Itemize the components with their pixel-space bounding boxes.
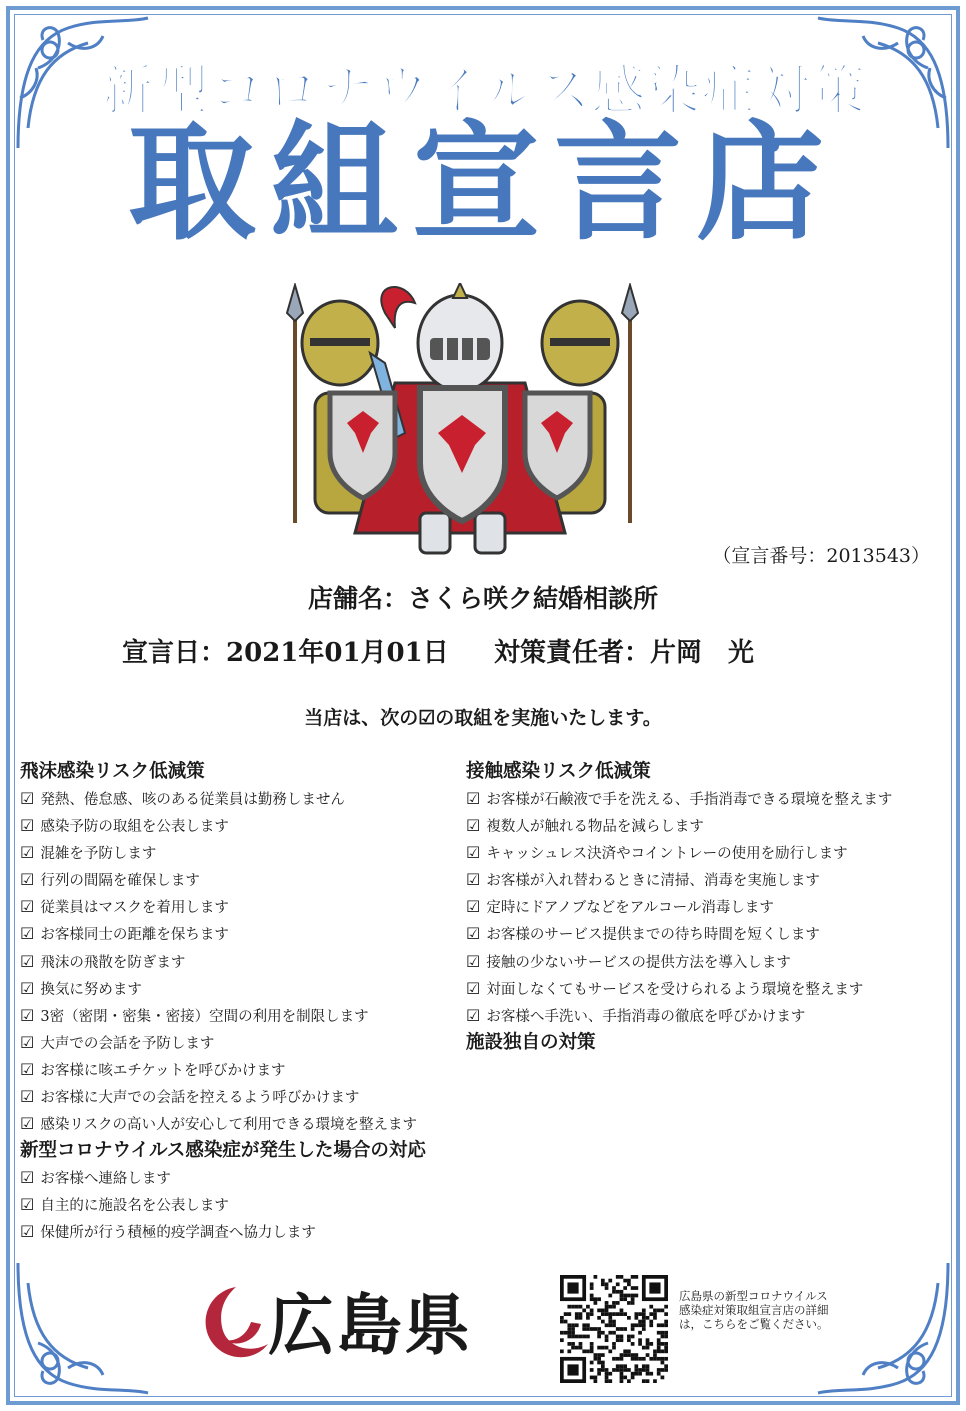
droplet-measures-list bbox=[20, 785, 460, 1137]
measure-item bbox=[20, 839, 460, 866]
checkbox-checked-icon: ☑ bbox=[466, 924, 481, 944]
measure-text: キャッシュレス決済やコイントレーの使用を励行します bbox=[486, 846, 848, 863]
measure-text: 定時にドアノブなどをアルコール消毒します bbox=[486, 900, 774, 917]
measure-item bbox=[20, 893, 460, 920]
responsible-label: 対策責任者： bbox=[494, 638, 651, 668]
checkbox-checked-icon: ☑ bbox=[466, 951, 481, 971]
checkbox-checked-icon: ☑ bbox=[20, 816, 35, 836]
measure-item bbox=[20, 785, 460, 812]
qr-caption: 広島県の新型コロナウイルス感染症対策取組宣言店の詳細は，こちらをご覧ください。 bbox=[679, 1289, 829, 1331]
contact-measures-list bbox=[466, 785, 946, 1029]
measure-item bbox=[20, 1164, 460, 1191]
measure-item bbox=[20, 812, 460, 839]
checkbox-checked-icon: ☑ bbox=[20, 1168, 35, 1188]
outbreak-response-list bbox=[20, 1164, 460, 1245]
measure-text: お客様のサービス提供までの待ち時間を短くします bbox=[486, 927, 820, 944]
measure-item bbox=[20, 1083, 460, 1110]
measure-text: 大声での会話を予防します bbox=[40, 1035, 215, 1052]
measure-item bbox=[20, 920, 460, 947]
measure-text: 3密（密閉・密集・密接）空間の利用を制限します bbox=[40, 1008, 369, 1025]
measure-item bbox=[20, 1029, 460, 1056]
measure-item bbox=[466, 893, 946, 920]
measure-item bbox=[466, 975, 946, 1002]
poster-title-line2: 取組宣言店 bbox=[127, 108, 838, 258]
checkbox-checked-icon: ☑ bbox=[466, 1005, 481, 1025]
declaration-date-line bbox=[122, 632, 449, 669]
checkbox-checked-icon: ☑ bbox=[20, 951, 35, 971]
left-measures-column bbox=[20, 758, 460, 1246]
measure-text: お客様に大声での会話を控えるよう呼びかけます bbox=[40, 1090, 360, 1107]
measure-text: 感染予防の取組を公表します bbox=[40, 819, 229, 836]
measure-item bbox=[20, 1002, 460, 1029]
measure-text: お客様同士の距離を保ちます bbox=[40, 927, 229, 944]
measure-item bbox=[466, 866, 946, 893]
measure-text: 従業員はマスクを着用します bbox=[40, 900, 229, 917]
checkbox-checked-icon: ☑ bbox=[466, 843, 481, 863]
responsible-name: 片岡 光 bbox=[650, 638, 755, 668]
outbreak-response-heading: 新型コロナウイルス感染症が発生した場合の対応 bbox=[20, 1140, 426, 1162]
checkbox-checked-icon: ☑ bbox=[466, 978, 481, 998]
checkbox-checked-icon: ☑ bbox=[20, 789, 35, 808]
measure-item bbox=[466, 1002, 946, 1029]
measure-text: 飛沫の飛散を防ぎます bbox=[40, 954, 186, 971]
declaration-date-label: 宣言日： bbox=[122, 638, 227, 668]
measure-item bbox=[466, 948, 946, 975]
measure-item bbox=[20, 1110, 460, 1137]
qr-code[interactable] bbox=[560, 1275, 668, 1383]
measure-item bbox=[466, 839, 946, 866]
measure-text: お客様に咳エチケットを呼びかけます bbox=[40, 1062, 286, 1079]
measure-item bbox=[20, 1218, 460, 1245]
intro-statement: 当店は、次の☑の取組を実施いたします。 bbox=[304, 707, 662, 729]
checkbox-checked-icon: ☑ bbox=[20, 843, 35, 863]
measure-text: お客様が石鹸液で手を洗える、手指消毒できる環境を整えます bbox=[486, 792, 893, 808]
measure-text: 複数人が触れる物品を減らします bbox=[486, 819, 704, 836]
measure-text: 接触の少ないサービスの提供方法を導入します bbox=[486, 954, 791, 971]
checkbox-checked-icon: ☑ bbox=[20, 1114, 35, 1134]
responsible-person-line bbox=[494, 632, 754, 669]
knights-illustration bbox=[275, 283, 645, 563]
checkbox-checked-icon: ☑ bbox=[20, 870, 35, 890]
measure-text: 対面しなくてもサービスを受けられるよう環境を整えます bbox=[486, 981, 864, 998]
measure-text: 換気に努めます bbox=[40, 981, 142, 998]
checkbox-checked-icon: ☑ bbox=[20, 1087, 35, 1107]
checkbox-checked-icon: ☑ bbox=[20, 1005, 35, 1025]
checkbox-checked-icon: ☑ bbox=[20, 978, 35, 998]
store-label: 店舗名： bbox=[307, 584, 408, 613]
declaration-number: （宣言番号：2013543） bbox=[712, 545, 930, 567]
measure-item bbox=[466, 785, 946, 812]
store-line bbox=[0, 579, 966, 615]
measure-text: 自主的に施設名を公表します bbox=[40, 1198, 229, 1215]
measure-text: お客様が入れ替わるときに清掃、消毒を実施します bbox=[486, 873, 820, 890]
measure-text: 感染リスクの高い人が安心して利用できる環境を整えます bbox=[40, 1117, 418, 1134]
poster-title-line1: 新型コロナウイルス感染症対策 bbox=[99, 58, 867, 122]
measure-item bbox=[20, 1191, 460, 1218]
checkbox-checked-icon: ☑ bbox=[466, 816, 481, 836]
measure-item bbox=[20, 975, 460, 1002]
measure-item bbox=[466, 920, 946, 947]
measure-item bbox=[466, 812, 946, 839]
measure-text: 行列の間隔を確保します bbox=[40, 873, 200, 890]
measure-text: 発熱、倦怠感、咳のある従業員は勤務しません bbox=[40, 792, 345, 808]
prefecture-name: 広島県 bbox=[268, 1286, 472, 1364]
contact-measures-heading: 接触感染リスク低減策 bbox=[466, 761, 651, 782]
checkbox-checked-icon: ☑ bbox=[466, 870, 481, 890]
store-name: さくら咲ク結婚相談所 bbox=[408, 584, 659, 613]
checkbox-checked-icon: ☑ bbox=[20, 1195, 35, 1215]
measure-item bbox=[20, 1056, 460, 1083]
checkbox-checked-icon: ☑ bbox=[466, 897, 481, 917]
corner-ornament-bottom-left bbox=[8, 1253, 158, 1403]
measure-item bbox=[20, 866, 460, 893]
checkbox-checked-icon: ☑ bbox=[20, 897, 35, 917]
checkbox-checked-icon: ☑ bbox=[466, 789, 481, 808]
measure-text: お客様へ連絡します bbox=[40, 1171, 171, 1188]
measure-text: 混雑を予防します bbox=[40, 846, 157, 863]
checkbox-checked-icon: ☑ bbox=[20, 924, 35, 944]
checkbox-checked-icon: ☑ bbox=[20, 1059, 35, 1079]
measure-item bbox=[20, 948, 460, 975]
measure-text: 保健所が行う積極的疫学調査へ協力します bbox=[40, 1225, 316, 1242]
measure-text: お客様へ手洗い、手指消毒の徹底を呼びかけます bbox=[486, 1008, 806, 1025]
declaration-date-value: 2021年01月01日 bbox=[226, 638, 449, 668]
right-measures-column bbox=[466, 758, 946, 1056]
facility-own-measures-heading: 施設独自の対策 bbox=[466, 1031, 596, 1053]
checkbox-checked-icon: ☑ bbox=[20, 1222, 35, 1242]
droplet-measures-heading: 飛沫感染リスク低減策 bbox=[20, 761, 205, 782]
checkbox-checked-icon: ☑ bbox=[20, 1032, 35, 1052]
